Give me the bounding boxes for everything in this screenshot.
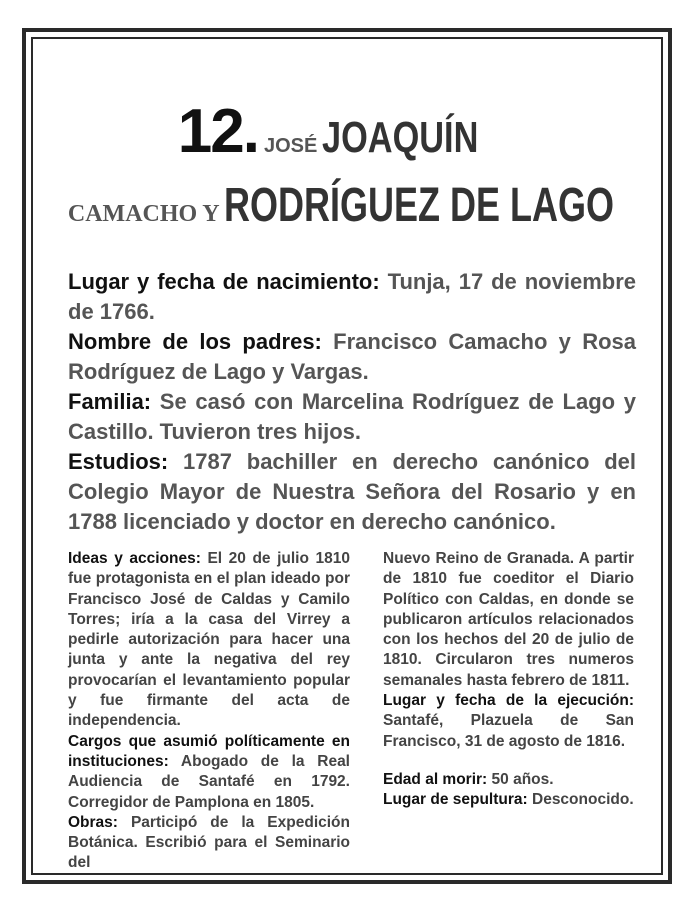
parents-value: Francisco Camacho y Rosa Rodríguez de Lago y Vargas. [68,329,636,384]
ideas-value: El 20 de julio 1810 fue protagonista en el plan ideado por Francisco José de Caldas y Camilo Torres; iría a la casa del Virrey a pedirle autorización para hacer una junta y ante la negativa del rey provocarían el levantamiento popular y fue firmante del acta de independencia. [68,550,350,730]
spacer [383,752,634,770]
surname-small: CAMACHO Y [67,201,220,227]
age-paragraph [383,770,634,790]
studies-paragraph [68,447,636,537]
right-column [383,549,634,811]
obras-value: Participó de la Expedición Botánica. Escribió para el Seminario del [68,813,350,872]
first-name-big: JOAQUÍN [321,113,479,162]
cargos-label: Cargos que asumió políticamente en instituciones: [68,732,350,770]
title-line-1 [0,96,700,167]
obras-label: Obras: [68,813,118,831]
family-value: Se casó con Marcelina Rodríguez de Lago y Castillo. Tuvieron tres hijos. [68,389,636,444]
execution-label: Lugar y fecha de la ejecución: [383,692,634,710]
burial-paragraph [383,790,634,810]
entry-number: 12. [177,97,258,166]
birth-value: Tunja, 17 de noviembre de 1766. [68,269,636,324]
birth-label: Lugar y fecha de nacimiento: [68,269,380,294]
burial-label: Lugar de sepultura: [383,791,528,809]
studies-label: Estudios: [68,449,169,474]
obras-paragraph [68,813,350,874]
obras-continued-paragraph [383,549,634,691]
family-label: Familia: [68,389,152,414]
bio-section [68,267,636,537]
execution-value: Santafé, Plazuela de San Francisco, 31 de agosto de 1816. [383,712,634,750]
birth-paragraph [68,267,636,327]
left-column [68,549,350,874]
burial-value: Desconocido. [532,791,634,809]
studies-value: 1787 bachiller en derecho canónico del Colegio Mayor de Nuestra Señora del Rosario y en 1788 licenciado y doctor en derecho canónico. [68,449,636,534]
execution-paragraph [383,691,634,752]
surname-big: RODRÍGUEZ DE LAGO [224,179,615,232]
family-paragraph [68,387,636,447]
parents-label: Nombre de los padres: [68,329,322,354]
cargos-paragraph [68,732,350,813]
cargos-value: Abogado de la Real Audiencia de Santafé en 1792. Corregidor de Pamplona en 1805. [68,752,350,811]
ideas-label: Ideas y acciones: [68,550,201,567]
age-value: 50 años. [491,770,554,788]
parents-paragraph [68,327,636,387]
first-name-small: JOSÉ [263,135,318,157]
title-line-2 [0,178,700,233]
obras-continued: Nuevo Reino de Granada. A partir de 1810 fue coeditor el Diario Político con Caldas, en donde se publicaron artículos relacionados con los hechos del 20 de julio de 1810. Circularon tres numeros semanales hasta febrero de 1811. [383,550,634,689]
ideas-paragraph [68,549,350,732]
age-label: Edad al morir: [383,770,488,788]
